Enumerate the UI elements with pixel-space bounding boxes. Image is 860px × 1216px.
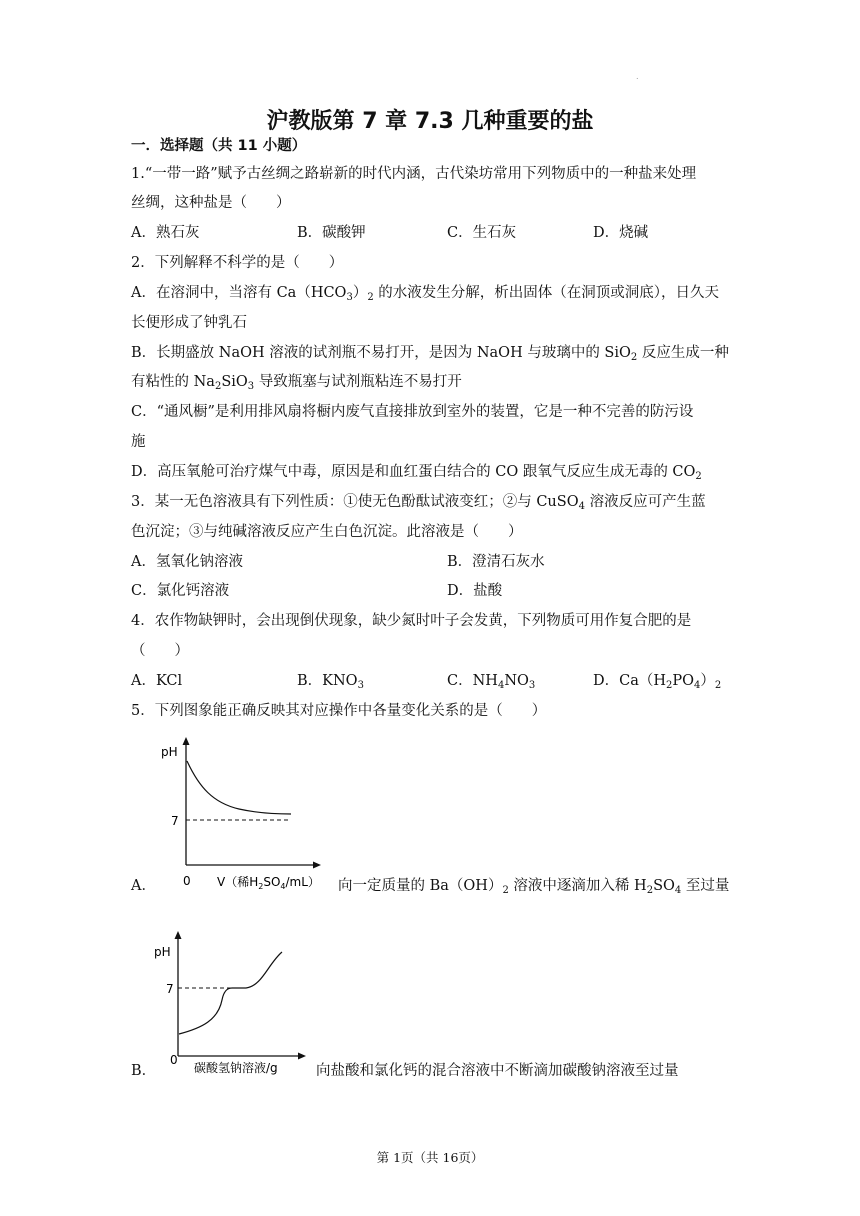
header-dot: . <box>636 72 639 81</box>
q4-option-c: C．$NH_4NO_3$ <box>447 673 536 691</box>
q5-option-b-label: B． <box>131 1063 157 1079</box>
q1-option-a: A．熟石灰 <box>131 225 200 241</box>
q2-stem: 2．下列解释不科学的是（ ） <box>131 255 344 271</box>
q2-option-c-line1: C．“通风橱”是利用排风扇将橱内废气直接排放到室外的装置，它是一种不完善的防污设 <box>131 404 694 420</box>
q3-stem-line2: 色沉淀；③与纯碱溶液反应产生白色沉淀。此溶液是（ ） <box>131 524 523 540</box>
graph-b-x-arrow <box>298 1053 306 1060</box>
q3-option-b: B．澄清石灰水 <box>447 554 545 570</box>
q4-stem-line1: 4．农作物缺钾时，会出现倒伏现象，缺少氮时叶子会发黄，下列物质可用作复合肥的是 <box>131 613 692 629</box>
graph-b-y-arrow <box>175 931 182 939</box>
q2-option-a-line1: A．在溶洞中，当溶有 $Ca(HCO_3)_2$ 的水液发生分解，析出固体（在洞顶或洞底），日久天 <box>131 285 720 303</box>
q3-option-a: A．氢氧化钠溶液 <box>131 554 243 570</box>
graph-b <box>150 928 318 1080</box>
q2-option-d: D．高压氧舱可治疗煤气中毒，原因是和血红蛋白结合的 CO 跟氧气反应生成无毒的 $CO_2$ <box>131 464 702 482</box>
q1-option-d: D．烧碱 <box>593 225 649 241</box>
q1-stem-line1: 1.“一带一路”赋予古丝绸之路崭新的时代内涵，古代染坊常用下列物质中的一种盐来处理 <box>131 166 697 182</box>
q3-option-d: D．盐酸 <box>447 583 503 599</box>
graph-b-curve <box>179 952 282 1034</box>
q2-option-b-line1: B．长期盛放 NaOH 溶液的试剂瓶不易打开，是因为 NaOH 与玻璃中的 SiO$_2$ 反应生成一种 <box>131 345 729 363</box>
graph-b-x-label: 碳酸氢钠溶液/g <box>194 1061 278 1075</box>
q3-option-c: C．氯化钙溶液 <box>131 583 230 599</box>
graph-a-curve <box>187 761 291 814</box>
graph-a-y-label: pH <box>161 745 178 759</box>
document-title: 沪教版第 7 章 7.3 几种重要的盐 <box>266 109 594 134</box>
q5-stem: 5．下列图象能正确反映其对应操作中各量变化关系的是（ ） <box>131 703 547 719</box>
q3-stem-line1: 3．某一无色溶液具有下列性质：①使无色酚酞试液变红；②与 CuSO$_4$ 溶液反应可产生蓝 <box>131 494 706 512</box>
q1-option-c: C．生石灰 <box>447 225 517 241</box>
q2-option-a-line2: 长便形成了钟乳石 <box>131 315 247 331</box>
q5-option-a-label: A． <box>131 878 156 894</box>
graph-b-y-label: pH <box>154 945 171 959</box>
section-heading: 一．选择题（共 11 小题） <box>131 138 307 154</box>
graph-b-ref-label: 7 <box>166 982 174 996</box>
graph-a-origin: 0 <box>183 874 191 888</box>
q2-option-c-line2: 施 <box>131 434 146 450</box>
graph-a-ref-label: 7 <box>171 814 179 828</box>
page-footer: 第 1页（共 16页） <box>376 1150 484 1165</box>
graph-a-y-arrow <box>183 737 190 745</box>
graph-b-origin: 0 <box>170 1053 178 1067</box>
q5-option-a-text: 向一定质量的 $Ba(OH)_2$ 溶液中逐滴加入稀 $H_2SO_4$ 至过量 <box>338 878 730 896</box>
q1-stem-line2: 丝绸，这种盐是（ ） <box>131 195 291 211</box>
q4-option-d: D．$Ca(H_2PO_4)_2$ <box>593 673 722 691</box>
q4-option-a: A．KCl <box>131 673 183 689</box>
q5-option-b-text: 向盐酸和氯化钙的混合溶液中不断滴加碳酸钠溶液至过量 <box>316 1063 679 1079</box>
q4-stem-line2: （ ） <box>131 643 189 659</box>
q1-option-b: B．碳酸钾 <box>297 225 366 241</box>
q2-option-b-line2: 有粘性的 $Na_2SiO_3$ 导致瓶塞与试剂瓶粘连不易打开 <box>131 374 462 392</box>
graph-a-x-label: V（稀$H_2SO_4/mL$） <box>217 875 320 891</box>
q4-option-b: B．$KNO_3$ <box>297 673 364 691</box>
graph-a-x-arrow <box>313 862 321 869</box>
graph-a <box>155 735 335 895</box>
